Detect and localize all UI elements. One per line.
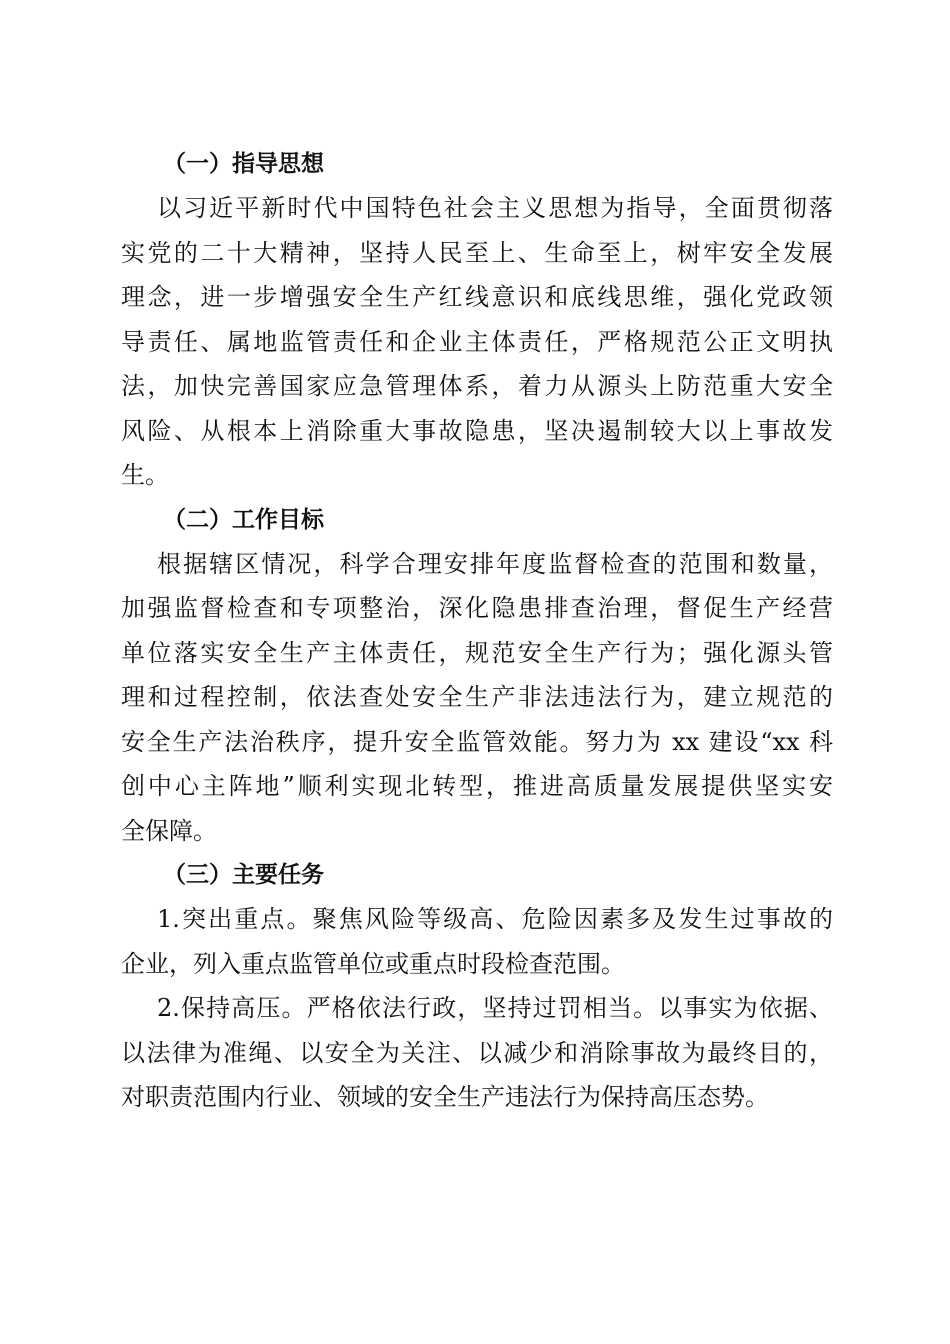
paragraph-line: 根据辖区情况，科学合理安排年度监督检查的范围和数量， — [157, 549, 833, 578]
paragraph-line: 安全生产法治秩序，提升安全监管效能。努力为 xx 建设“xx 科 — [121, 727, 833, 756]
section-heading-guiding-ideology: （一）指导思想 — [163, 151, 324, 177]
paragraph-line: 创中心主阵地”顺利实现北转型，推进高质量发展提供坚实安 — [121, 772, 833, 800]
paragraph-line: 生。 — [121, 461, 169, 489]
paragraph-work-goals — [121, 542, 833, 854]
paragraph-line: 全保障。 — [121, 816, 217, 845]
paragraph-line: 理和过程控制，依法查处安全生产非法违法行为，建立规范的 — [121, 683, 833, 711]
paragraph-line: 风险、从根本上消除重大事故隐患，坚决遏制较大以上事故发 — [121, 416, 833, 445]
paragraph-guiding-ideology — [121, 186, 833, 498]
paragraph-line: 对职责范围内行业、领域的安全生产违法行为保持高压态势。 — [121, 1083, 769, 1111]
section-heading-work-goals: （二）工作目标 — [163, 506, 324, 533]
document-body — [121, 142, 833, 1120]
paragraph-line: 加强监督检查和专项整治，深化隐患排查治理，督促生产经营 — [121, 594, 833, 622]
paragraph-line: 2.保持高压。严格依法行政，坚持过罚相当。以事实为依据、 — [157, 994, 833, 1022]
paragraph-line: 1.突出重点。聚焦风险等级高、危险因素多及发生过事故的 — [157, 905, 833, 933]
paragraph-line: 导责任、属地监管责任和企业主体责任，严格规范公正文明执 — [121, 327, 833, 356]
paragraph-line: 实党的二十大精神，坚持人民至上、生命至上，树牢安全发展 — [121, 238, 833, 267]
paragraph-line: 理念，进一步增强安全生产红线意识和底线思维，强化党政领 — [121, 283, 833, 311]
section-heading-main-tasks: （三）主要任务 — [163, 862, 324, 888]
paragraph-line: 以法律为准绳、以安全为关注、以减少和消除事故为最终目的， — [121, 1038, 833, 1067]
task-item-high-pressure — [121, 986, 833, 1120]
paragraph-line: 单位落实安全生产主体责任，规范安全生产行为；强化源头管 — [121, 638, 833, 667]
task-item-focus — [121, 897, 833, 986]
paragraph-line: 以习近平新时代中国特色社会主义思想为指导，全面贯彻落 — [157, 194, 833, 222]
paragraph-line: 法，加快完善国家应急管理体系，着力从源头上防范重大安全 — [121, 372, 833, 400]
paragraph-line: 企业，列入重点监管单位或重点时段检查范围。 — [121, 949, 625, 978]
